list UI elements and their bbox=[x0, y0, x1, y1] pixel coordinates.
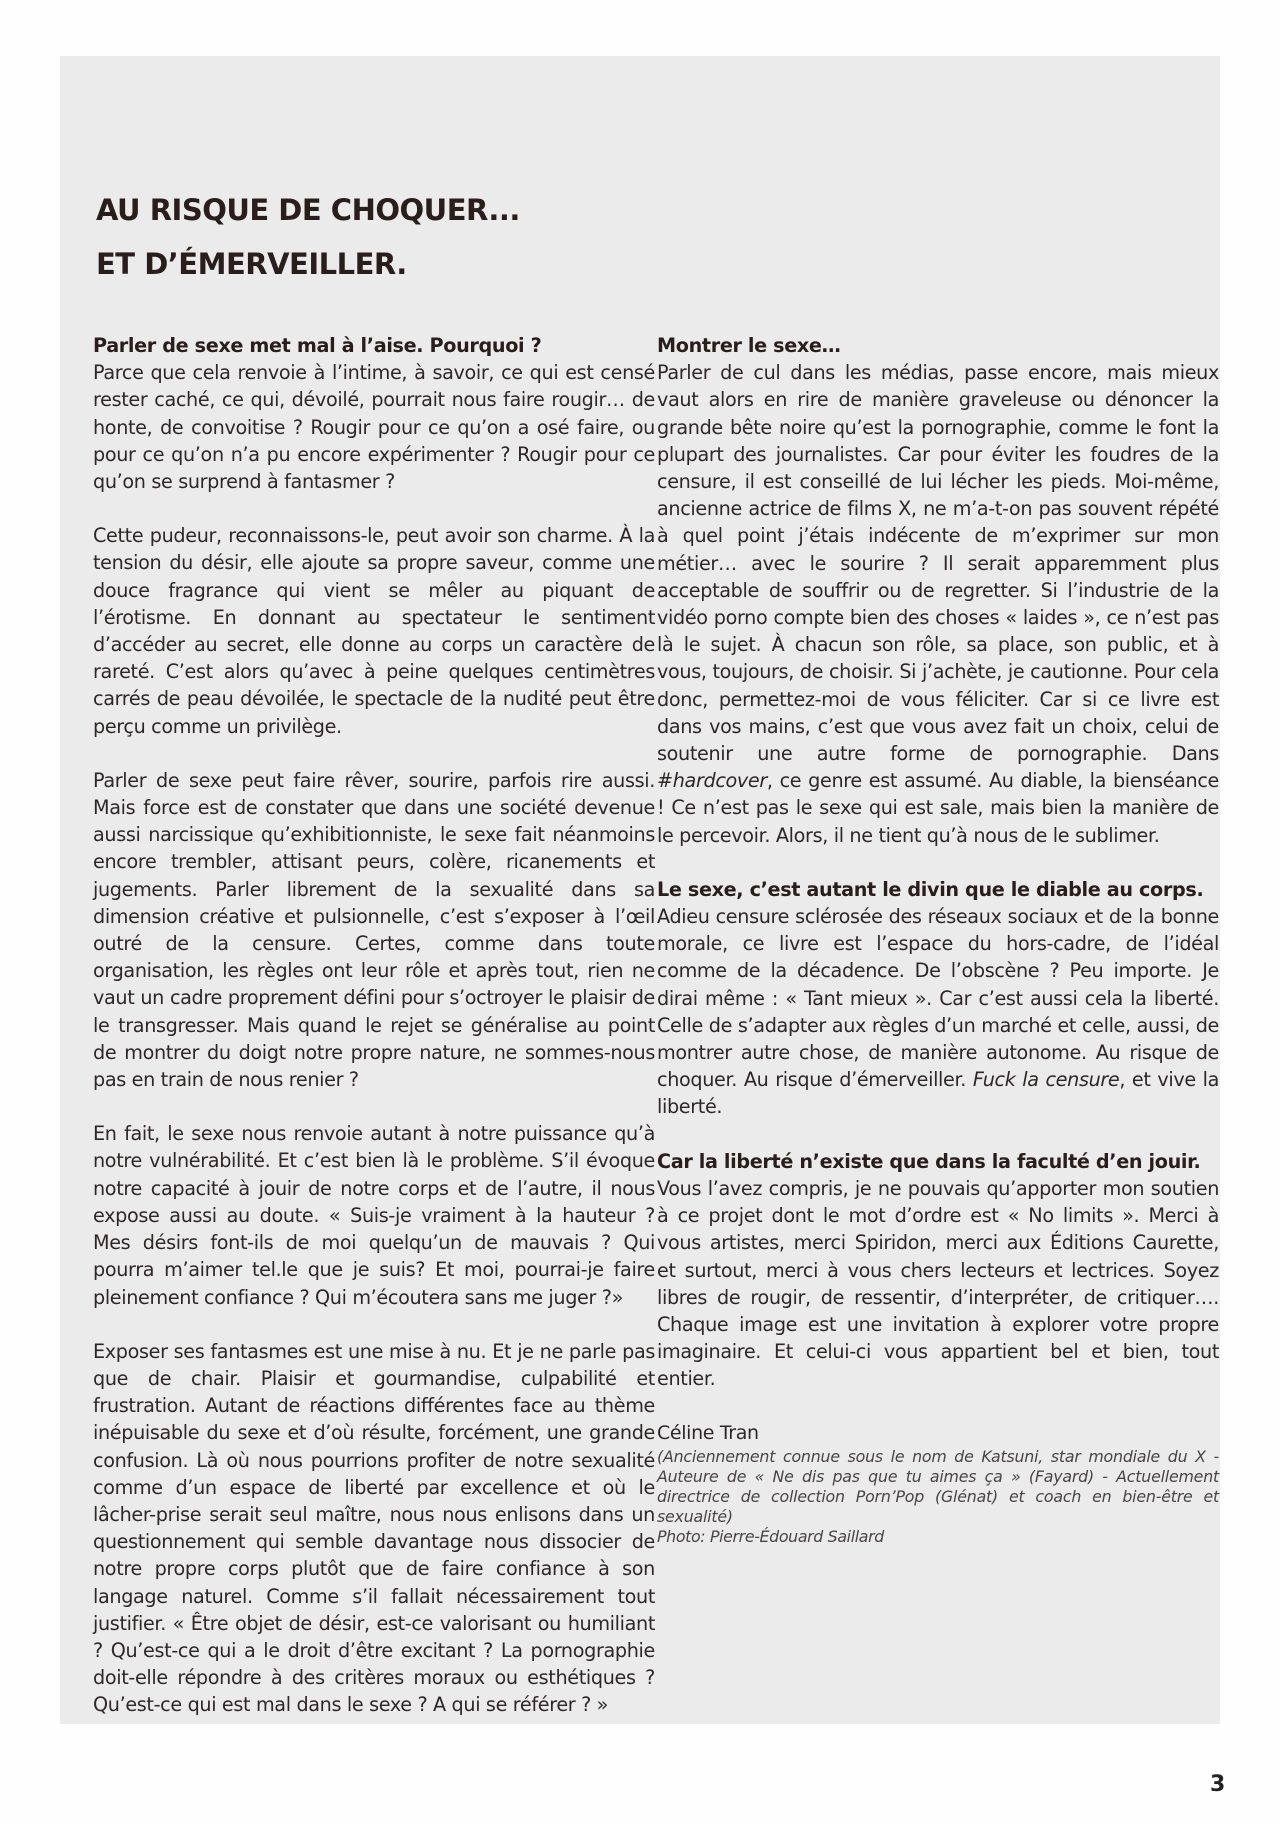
section-intro bbox=[93, 332, 655, 495]
title-line-1: AU RISQUE DE CHOQUER... bbox=[96, 193, 520, 227]
page-number: 3 bbox=[1210, 1772, 1226, 1797]
section-heading: Parler de sexe met mal à l’aise. Pourquoi ? bbox=[93, 334, 542, 357]
paragraph-part: , et vive la liberté. bbox=[657, 1068, 1219, 1119]
title-line-2: ET D’ÉMERVEILLER. bbox=[96, 247, 407, 281]
paragraph: Parler de sexe peut faire rêver, sourire, parfois rire aussi. Mais force est de constater que dans une société devenue aussi narcissique qu’exhibitionniste, le sexe fait néanmoins encore trembler, attisant peurs, colère, ricanements et jugements. Parler librement de la sexualité dans sa dimension créative et pulsionnelle, c’est s’exposer à l’œil outré de la censure. Certes, comme dans toute organisation, les règles ont leur rôle et après tout, rien ne vaut un cadre proprement défini pour s’octroyer le plaisir de le transgresser. Mais quand le rejet se généralise au point de montrer du doigt notre propre nature, ne sommes-nous pas en train de nous renier ? bbox=[93, 768, 655, 1092]
paragraph: Vous l’avez compris, je ne pouvais qu’apporter mon soutien à ce projet dont le mot d’ordre est « No limits ». Merci à vous artistes, merci Spiridon, merci aux Éditions Caurette, et surtout, merci à vous chers lecteurs et lectrices. Soyez libres de rougir, de ressentir, d’interpréter, de critiquer…. Chaque image est une invitation à explorer votre propre imaginaire. Et celui-ci vous appartient bel et bien, tout entier. bbox=[657, 1176, 1219, 1391]
section-heading: Montrer le sexe… bbox=[657, 334, 841, 357]
author-name: Céline Tran bbox=[657, 1421, 759, 1444]
right-column bbox=[657, 332, 1219, 1547]
paragraph: Exposer ses fantasmes est une mise à nu. Et je ne parle pas que de chair. Plaisir et gourmandise, culpabilité et frustration. Autant de réactions différentes face au thème inépuisable du sexe et d’où résulte, forcément, une grande confusion. Là où nous pourrions profiter de notre sexualité comme d’un espace de liberté par excellence et où le lâcher-prise serait seul maître, nous nous enlisons dans un questionnement qui semble davantage nous dissocier de notre propre corps plutôt que de faire confiance à son langage naturel. Comme s’il fallait nécessairement tout justifier. « Être objet de désir, est-ce valorisant ou humiliant ? Qu’est-ce qui a le droit d’être excitant ? La pornographie doit-elle répondre à des critères moraux ou esthétiques ? Qu’est-ce qui est mal dans le sexe ? A qui se référer ? » bbox=[93, 1339, 655, 1717]
section-heading: Le sexe, c’est autant le divin que le diable au corps. bbox=[657, 877, 1204, 901]
section-show-sex bbox=[657, 332, 1219, 849]
signature-block bbox=[657, 1420, 1219, 1547]
paragraph: Cette pudeur, reconnaissons-le, peut avoir son charme. À la tension du désir, elle ajoute sa propre saveur, comme une douce fragrance qui vient se mêler au piquant de l’érotisme. En donnant au spectateur le sentiment d’accéder au secret, elle donne au corps un caractère de rareté. C’est alors qu’avec à peine quelques centimètres carrés de peau dévoilée, le spectacle de la nudité peut être perçu comme un privilège. bbox=[93, 524, 655, 738]
paragraph-part: Parler de cul dans les médias, passe encore, mais mieux vaut alors en rire de manière graveleuse ou dénoncer la grande bête noire qu’est la pornographie, comme le font la plupart des journalistes. Car pour éviter les foudres de la censure, il est conseillé de lui lécher les pieds. Moi-même, ancienne actrice de films X, ne m’a-t-on pas souvent répété à quel point j’étais indécente de m’exprimer sur mon métier… avec le sourire ? Il serait apparemment plus acceptable de souffrir ou de regretter. Si l’industrie de la vidéo porno compte bien des choses « laides », ce n’est pas là le sujet. À chacun son rôle, sa place, son public, et à vous, toujours, de choisir. Si j’achète, je cautionne. Pour cela donc, permettez-moi de vous féliciter. Car si ce livre est dans vos mains, c’est que vous avez fait un choix, celui de soutenir une autre forme de pornographie. Dans bbox=[657, 361, 1219, 766]
paragraph-part: Adieu censure sclérosée des réseaux sociaux et de la bonne morale, ce livre est l’espace du hors-cadre, de l’idéal comme de la décadence. De l’obscène ? Peu importe. Je dirai même : « Tant mieux ». Car c’est aussi cela la liberté. Celle de s’adapter aux règles d’un marché et celle, aussi, de montrer autre chose, de manière autonome. Au risque de choquer. Au risque d’émerveiller. bbox=[657, 905, 1219, 1092]
paragraph: En fait, le sexe nous renvoie autant à notre puissance qu’à notre vulnérabilité. Et c’est bien là le problème. S’il évoque notre capacité à jouir de notre corps et de l’autre, il nous expose aussi au doute. « Suis-je vraiment à la hauteur ? Mes désirs font-ils de moi quelqu’un de mauvais ? Qui pourra m’aimer tel.le que je suis? Et moi, pourrai-je faire pleinement confiance ? Qui m’écoutera sans me juger ?» bbox=[93, 1122, 655, 1309]
section-divine bbox=[657, 876, 1219, 1121]
hashtag-emphasis: #hardcover bbox=[657, 769, 767, 793]
paragraph: Parce que cela renvoie à l’intime, à savoir, ce qui est censé rester caché, ce qui, dévoilé, pourrait nous faire rougir… de honte, de convoitise ? Rougir pour ce qu’on a osé faire, ou pour ce qu’on n’a pu encore expérimenter ? Rougir pour ce qu’on se surprend à fantasmer ? bbox=[93, 361, 655, 494]
page-title bbox=[96, 183, 520, 291]
paragraph-part: , ce genre est assumé. Au diable, la bienséance ! Ce n’est pas le sexe qui est sale, mais bien la manière de le percevoir. Alors, il ne tient qu’à nous de le sublimer. bbox=[657, 769, 1219, 847]
section-freedom bbox=[657, 1148, 1219, 1393]
photo-credit: Photo: Pierre-Édouard Saillard bbox=[657, 1526, 884, 1546]
section-heading: Car la liberté n’existe que dans la faculté d’en jouir. bbox=[657, 1149, 1201, 1173]
author-note: (Anciennement connue sous le nom de Katsuni, star mondiale du X - Auteure de « Ne dis pas que tu aimes ça » (Fayard) - Actuellement directrice de collection Porn’Pop (Glénat) et coach en bien-être et sexualité) bbox=[657, 1446, 1219, 1526]
emphasis: Fuck la censure bbox=[972, 1068, 1120, 1092]
left-column bbox=[93, 332, 655, 1746]
